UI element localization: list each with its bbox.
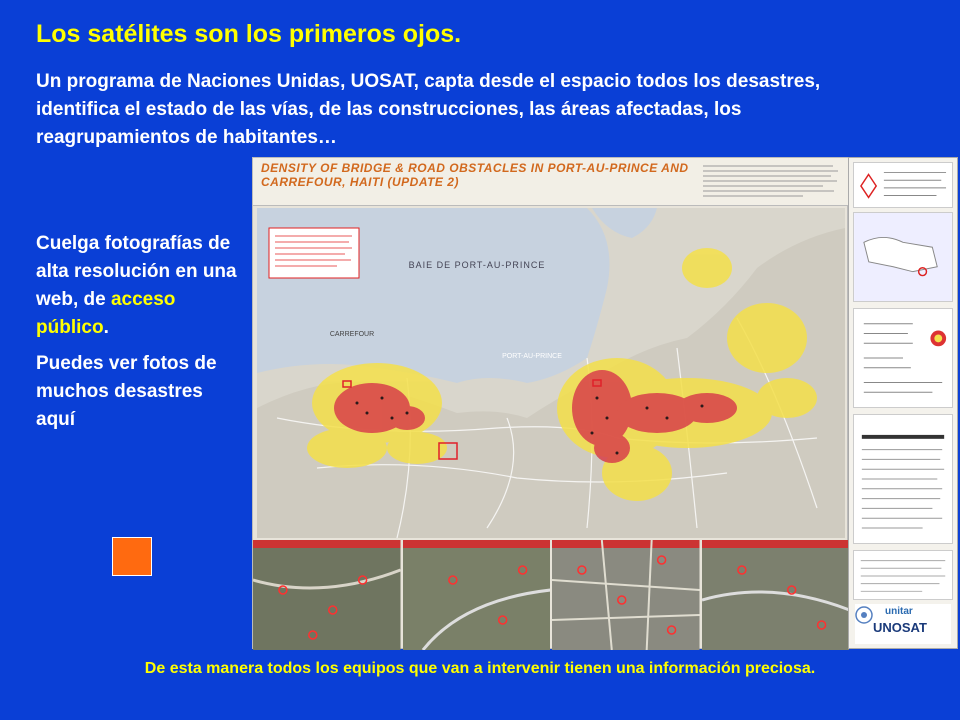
side-line-1: Cuelga fotografías de alta resolución en una web, de xyxy=(36,233,237,310)
inset-photo-1 xyxy=(253,540,401,650)
locator-map xyxy=(853,212,953,302)
side-text xyxy=(36,230,241,442)
inset-photos xyxy=(253,540,849,650)
side-line-1-end: . xyxy=(103,317,109,338)
inset-photo-2 xyxy=(403,540,551,650)
map-notes xyxy=(703,162,843,200)
legend-box xyxy=(853,308,953,408)
inset-photo-3 xyxy=(552,540,700,650)
carrefour-label: CARREFOUR xyxy=(329,331,375,338)
port-au-prince-label: PORT-AU-PRINCE xyxy=(502,353,562,360)
map-header xyxy=(253,158,849,206)
notes-box xyxy=(853,550,953,600)
haiti-map-image xyxy=(252,157,848,649)
slide-title: Los satélites son los primeros ojos. xyxy=(36,20,462,48)
side-paragraph-1 xyxy=(36,230,241,342)
info-box xyxy=(853,414,953,544)
footer-text: De esta manera todos los equipos que van a intervenir tienen una información preciosa. xyxy=(144,660,816,677)
map-sidebar xyxy=(848,157,958,649)
intro-text: Un programa de Naciones Unidas, UOSAT, capta desde el espacio todos los desastres, identifica el estado de las vías, de las construcciones, las áreas afectadas, los reagrupamientos de habitantes… xyxy=(36,71,821,148)
bay-label: BAIE DE PORT-AU-PRINCE xyxy=(408,260,546,270)
here-link-button[interactable] xyxy=(112,537,152,576)
unosat-logo: UNOSAT xyxy=(873,620,927,635)
public-access-highlight: acceso público xyxy=(36,289,176,338)
unitar-logo: unitar xyxy=(885,606,913,617)
panel-header-box xyxy=(853,162,953,208)
map-title: DENSITY OF BRIDGE & ROAD OBSTACLES IN PORT-AU-PRINCE AND CARREFOUR, HAITI (UPDATE 2) xyxy=(261,161,689,189)
density-map xyxy=(257,208,845,538)
side-paragraph-2: Puedes ver fotos de muchos desastres aquí xyxy=(36,353,217,430)
un-logo-icon xyxy=(855,606,873,624)
logos-box xyxy=(855,604,951,644)
inset-photo-4 xyxy=(702,540,850,650)
